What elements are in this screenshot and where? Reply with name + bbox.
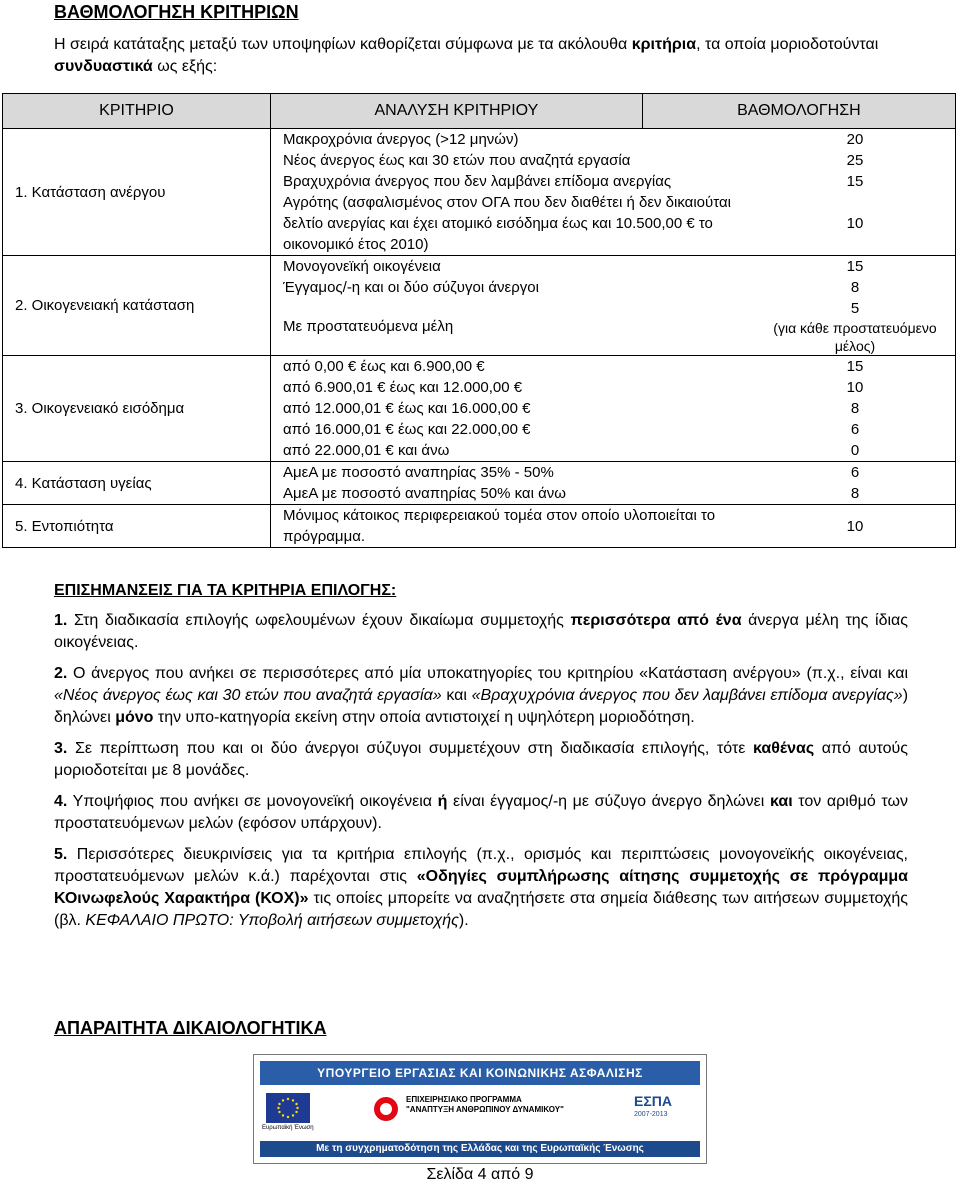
score-value: 15 [846,173,864,190]
criterion-score [755,377,955,398]
criterion-score [755,129,955,150]
criterion-score [755,462,955,483]
note-bold: περισσότερα από ένα [570,612,742,629]
criterion-category: 3. Οικογενειακό εισόδημα [3,356,271,462]
criterion-subtable [271,256,955,355]
intro-text: , τα οποία μοριοδοτούνται [696,36,879,53]
note-number: 4. [54,793,68,810]
intro-text: Η σειρά κατάταξης μεταξύ των υποψηφίων καθορίζεται σύμφωνα με τα ακόλουθα [54,36,632,53]
criterion-details [271,505,956,548]
criteria-group-row [3,356,956,462]
score-value: 6 [850,421,860,438]
criterion-analysis: Βραχυχρόνια άνεργος που δεν λαμβάνει επίδομα ανεργίας [283,173,672,190]
criterion-score [755,171,955,192]
intro-bold: συνδυαστικά [54,58,153,75]
note-number: 2. [54,665,68,682]
note-text: και [441,687,472,704]
criterion-subtable [271,505,955,547]
table-row [271,505,955,547]
program-line-1: ΕΠΙΧΕΙΡΗΣΙΑΚΟ ΠΡΟΓΡΑΜΜΑ [406,1095,522,1104]
header-analysis: ΑΝΑΛΥΣΗ ΚΡΙΤΗΡΙΟΥ [271,94,643,129]
note-italic: ΚΕΦΑΛΑΙΟ ΠΡΩΤΟ: Υποβολή αιτήσεων συμμετοχής [85,912,459,929]
note-4 [54,791,908,835]
eu-caption: Ευρωπαϊκή Ένωση [262,1125,314,1131]
cofunding-tagline: Με τη συγχρηματοδότηση της Ελλάδας και της Ευρωπαϊκής Ένωσης [260,1141,700,1157]
ministry-band: ΥΠΟΥΡΓΕΙΟ ΕΡΓΑΣΙΑΣ ΚΑΙ ΚΟΙΝΩΝΙΚΗΣ ΑΣΦΑΛΙΣΗΣ [260,1061,700,1085]
note-text: άνεργα μέλη της ίδιας οικογένειας. [54,612,909,651]
table-row [271,256,955,277]
note-text: ). [458,912,469,929]
note-text: από αυτούς μοριοδοτείται με 8 μονάδες. [54,740,909,779]
criterion-score [755,298,955,355]
note-5 [54,844,908,932]
note-number: 5. [54,846,68,863]
eu-stars-icon [266,1093,310,1123]
note-text: την υπο-κατηγορία εκείνη στην οποία αντιστοιχεί η υψηλότερη μοριοδότηση. [153,709,695,726]
criterion-analysis: από 0,00 € έως και 6.900,00 € [283,358,485,375]
criteria-group-row [3,505,956,548]
espa-logo: ΕΣΠΑ [634,1093,672,1109]
score-note: (για κάθε προστατευόμενο μέλος) [773,320,937,354]
note-1 [54,610,908,654]
funding-logo-banner [253,1054,707,1164]
note-bold: «Οδηγίες συμπλήρωσης αίτησης συμμετοχής σε πρόγραμμα ΚΟινωφελούς Χαρακτήρα (ΚΟΧ)» [54,868,909,907]
table-row [271,419,955,440]
score-value: 15 [846,358,864,375]
program-emblem-icon [372,1095,400,1123]
eu-flag-icon [266,1093,310,1123]
criteria-table [2,93,956,548]
criterion-category: 4. Κατάσταση υγείας [3,462,271,505]
criterion-score [755,483,955,504]
criterion-analysis: Νέος άνεργος έως και 30 ετών που αναζητά εργασία [283,152,631,169]
score-value: 15 [846,258,864,275]
program-line-2: "ΑΝΑΠΤΥΞΗ ΑΝΘΡΩΠΙΝΟΥ ΔΥΝΑΜΙΚΟΥ" [406,1105,564,1114]
table-header-row [3,94,956,129]
espa-years: 2007-2013 [634,1111,668,1118]
table-row [271,129,955,150]
note-text: Περισσότερες διευκρινίσεις για τα κριτήρια επιλογής (π.χ., ορισμός και περιπτώσεις μονογονεϊκής οικογένειας, προστατευόμενων μελών κ.ά.) παρέχονται στις [54,846,908,885]
criterion-analysis: Έγγαμος/-η και οι δύο σύζυγοι άνεργοι [283,279,539,296]
score-value: 6 [850,464,860,481]
score-value: 25 [846,152,864,169]
note-3 [54,738,908,782]
note-number: 1. [54,612,68,629]
table-row [271,298,955,355]
intro-text: ως εξής: [152,58,218,75]
score-value: 10 [846,517,864,535]
criterion-score [755,398,955,419]
score-value: 5 [850,300,860,317]
criterion-details [271,129,956,256]
table-row [271,356,955,377]
score-value: 20 [846,131,864,148]
table-row [271,440,955,461]
criterion-subtable [271,462,955,504]
criterion-score [755,505,955,547]
table-row [271,277,955,298]
note-text: Υποψήφιος που ανήκει σε μονογονεϊκή οικογένεια [67,793,438,810]
table-row [271,192,955,255]
score-value: 10 [846,215,864,232]
criterion-analysis: ΑμεΑ με ποσοστό αναπηρίας 35% - 50% [283,464,554,481]
criterion-category: 5. Εντοπιότητα [3,505,271,548]
criterion-analysis: ΑμεΑ με ποσοστό αναπηρίας 50% και άνω [283,485,566,502]
criterion-analysis: Μακροχρόνια άνεργος (>12 μηνών) [283,131,519,148]
criterion-details [271,256,956,356]
criterion-details [271,356,956,462]
note-italic: «Νέος άνεργος έως και 30 ετών που αναζητά εργασία» [54,687,442,704]
intro-bold: κριτήρια [631,36,697,53]
table-row [271,398,955,419]
note-text: Σε περίπτωση που και οι δύο άνεργοι σύζυγοι συμμετέχουν στη διαδικασία επιλογής, τότε [67,740,754,757]
criterion-category: 1. Κατάσταση ανέργου [3,129,271,256]
header-criterion: ΚΡΙΤΗΡΙΟ [3,94,271,129]
page-number: Σελίδα 4 από 9 [426,1166,534,1183]
criterion-score [755,150,955,171]
criteria-group-row [3,256,956,356]
score-value: 10 [846,379,864,396]
intro-paragraph [54,34,914,78]
note-italic: «Βραχυχρόνια άνεργος που δεν λαμβάνει επίδομα ανεργίας» [471,687,903,704]
criterion-details [271,462,956,505]
note-text: Στη διαδικασία επιλογής ωφελουμένων έχουν δικαίωμα συμμετοχής [67,612,571,629]
table-row [271,462,955,483]
score-value: 0 [850,442,860,459]
logo-middle [260,1089,700,1137]
note-bold: ή [437,793,448,810]
score-value: 8 [850,485,860,502]
note-bold: καθένας [753,740,815,757]
criterion-score [755,419,955,440]
note-text: τις οποίες μπορείτε να αναζητήσετε στα σημεία διάθεσης των αιτήσεων συμμετοχής (βλ. [54,890,909,929]
note-2 [54,663,908,729]
criterion-analysis: Μόνιμος κάτοικος περιφερειακού τομέα στον οποίο υλοποιείται το πρόγραμμα. [283,507,716,545]
page-heading: ΒΑΘΜΟΛΟΓΗΣΗ ΚΡΙΤΗΡΙΩΝ [54,2,299,22]
criterion-subtable [271,129,955,255]
criterion-analysis: Με προστατευόμενα μέλη [283,318,454,335]
notes-section [54,580,908,941]
documents-heading: ΑΠΑΡΑΙΤΗΤΑ ΔΙΚΑΙΟΛΟΓΗΤΙΚΑ [54,1018,327,1038]
table-row [271,150,955,171]
table-row [271,483,955,504]
note-text: είναι έγγαμος/-η με σύζυγο άνεργο δηλώνει [447,793,770,810]
note-text: τον αριθμό των προστατευόμενων μελών (εφόσον υπάρχουν). [54,793,909,832]
note-text: Ο άνεργος που ανήκει σε περισσότερες από μία υποκατηγορίες του κριτηρίου «Κατάσταση ανέργου» (π.χ., είναι και [67,665,908,682]
criterion-score [755,256,955,277]
criterion-analysis: από 16.000,01 € έως και 22.000,00 € [283,421,531,438]
score-value: 8 [850,279,860,296]
criterion-analysis: από 6.900,01 € έως και 12.000,00 € [283,379,523,396]
criteria-group-row [3,129,956,256]
criterion-analysis: από 12.000,01 € έως και 16.000,00 € [283,400,531,417]
criterion-analysis: Μονογονεϊκή οικογένεια [283,258,441,275]
criterion-analysis: Αγρότης (ασφαλισμένος στον ΟΓΑ που δεν διαθέτει ή δεν δικαιούται δελτίο ανεργίας και έχει ατομικό εισόδημα έως και 10.500,00 € το οικονομικό έτος 2010) [283,194,731,253]
table-row [271,377,955,398]
note-text: ) δηλώνει [54,687,909,726]
criterion-category: 2. Οικογενειακή κατάσταση [3,256,271,356]
note-bold: μόνο [115,709,154,726]
criterion-score [755,192,955,255]
criterion-score [755,356,955,377]
note-number: 3. [54,740,68,757]
criterion-score [755,277,955,298]
criterion-subtable [271,356,955,461]
criteria-group-row [3,462,956,505]
notes-heading: ΕΠΙΣΗΜΑΝΣΕΙΣ ΓΙΑ ΤΑ ΚΡΙΤΗΡΙΑ ΕΠΙΛΟΓΗΣ: [54,582,397,599]
header-score: ΒΑΘΜΟΛΟΓΗΣΗ [642,94,955,129]
note-bold: και [769,793,793,810]
criterion-analysis: από 22.000,01 € και άνω [283,442,450,459]
criterion-score [755,440,955,461]
score-value: 8 [850,400,860,417]
table-row [271,171,955,192]
program-title [406,1095,564,1115]
